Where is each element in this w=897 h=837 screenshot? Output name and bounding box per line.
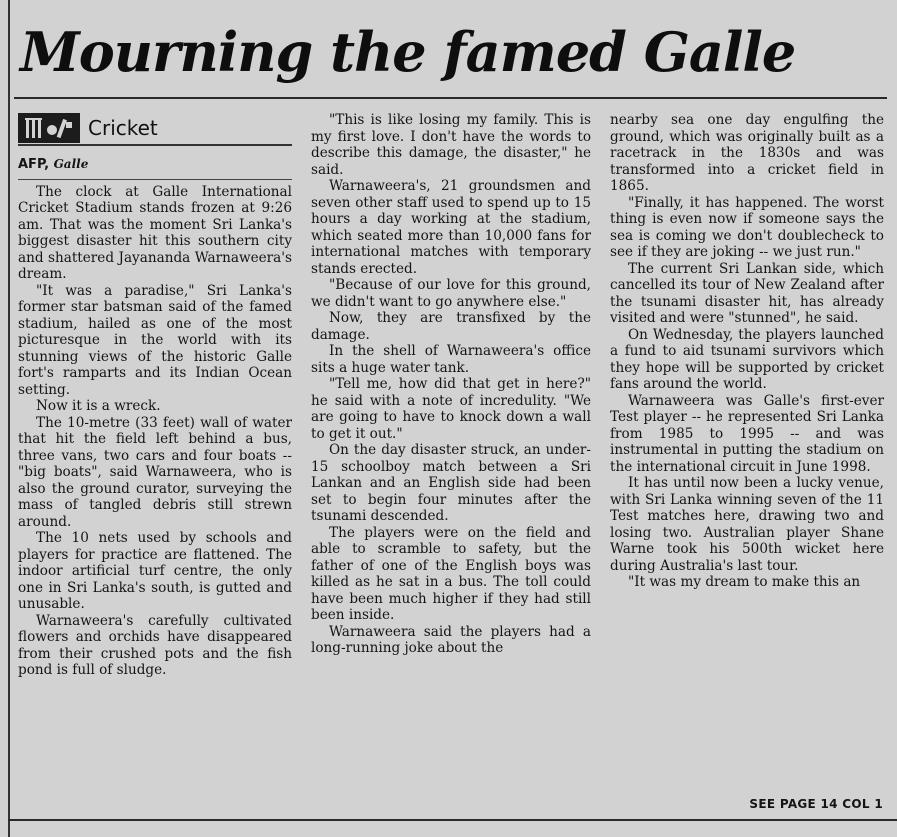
article-column-3 (610, 112, 884, 792)
paragraph: "It was my dream to make this an (628, 574, 861, 590)
paragraph: "Finally, it has happened. The worst thing is even now if someone says the sea is coming we don't doublecheck to see if they are joking -- we just run." (610, 194, 884, 260)
headline-rule (14, 97, 887, 99)
continued-jump-line: SEE PAGE 14 COL 1 (749, 797, 883, 811)
headline: Mourning the famed Galle (20, 20, 796, 84)
paragraph: Now it is a wreck. (36, 398, 161, 414)
paragraph: The players were on the field and able to scramble to safety, but the father of one of the English boys was killed as he sat in a bus. The toll could have been much higher if they had still been inside. (311, 524, 591, 623)
cricket-icon (18, 113, 80, 143)
paragraph: Now, they are transfixed by the damage. (311, 310, 591, 343)
bottom-rule (8, 819, 897, 821)
paragraph: The current Sri Lankan side, which cancelled its tour of New Zealand after the tsunami disaster hit, has already visited and were "stunned", he said. (610, 260, 884, 326)
paragraph: "It was a paradise," Sri Lanka's former star batsman said of the famed stadium, hailed as one of the most picturesque in the world with its stunning views of the historic Galle fort's ramparts and its Indian Ocean setting. (18, 282, 292, 398)
paragraph: "This is like losing my family. This is my first love. I don't have the words to describe this damage, the disaster," he said. (311, 112, 591, 178)
section-header (18, 112, 292, 146)
paragraph: nearby sea one day engulfing the ground, which was originally built as a racetrack in the 1830s and was transformed into a cricket field in 1865. (610, 112, 884, 194)
paragraph: Warnaweera said the players had a long-running joke about the (311, 623, 591, 656)
paragraph: On the day disaster struck, an under-15 schoolboy match between a Sri Lankan and an English side had been set to begin four minutes after the tsunami descended. (311, 442, 591, 524)
paragraph: In the shell of Warnaweera's office sits a huge water tank. (311, 343, 591, 376)
dateline (18, 156, 292, 180)
section-label: Cricket (88, 115, 158, 140)
paragraph: "Tell me, how did that get in here?" he said with a note of incredulity. "We are going to have to knock down a wall to get it out." (311, 376, 591, 442)
dateline-agency: AFP, (18, 157, 50, 172)
dateline-place: Galle (53, 157, 89, 171)
paragraph: The 10 nets used by schools and players for practice are flattened. The indoor artificial turf centre, the only one in Sri Lanka's south, is gutted and unusable. (18, 530, 292, 612)
paragraph: The 10-metre (33 feet) wall of water that hit the field left behind a bus, three vans, two cars and four boats -- "big boats", said Warnaweera, who is also the ground curator, surveying the mass of tangled debris still strewn around. (18, 414, 292, 530)
left-border-rule (8, 0, 10, 837)
paragraph: Warnaweera was Galle's first-ever Test player -- he represented Sri Lanka from 1985 to 1995 -- and was instrumental in putting the stadium on the international circuit in June 1998. (610, 392, 884, 475)
paragraph: Warnaweera's, 21 groundsmen and seven other staff used to spend up to 15 hours a day working at the stadium, which seated more than 10,000 fans for international matches with temporary stands erected. (311, 178, 591, 277)
paragraph: The clock at Galle International Cricket Stadium stands frozen at 9:26 am. That was the moment Sri Lanka's biggest disaster hit this southern city and shattered Jayananda Warnaweera's dream. (18, 183, 292, 282)
paragraph: "Because of our love for this ground, we didn't want to go anywhere else." (311, 277, 591, 310)
article-column-2 (311, 112, 591, 812)
paragraph: On Wednesday, the players launched a fund to aid tsunami survivors which they hope will be supported by cricket fans around the world. (610, 326, 884, 392)
paragraph: Warnaweera's carefully cultivated flowers and orchids have disappeared from their crushed pots and the fish pond is full of sludge. (18, 612, 292, 678)
cricket-stumps-icon (22, 116, 76, 140)
article-column-1 (18, 112, 292, 812)
paragraph: It has until now been a lucky venue, with Sri Lanka winning seven of the 11 Test matches here, drawing two and losing two. Australian player Shane Warne took his 500th wicket here during Australia's last tour. (610, 475, 884, 574)
